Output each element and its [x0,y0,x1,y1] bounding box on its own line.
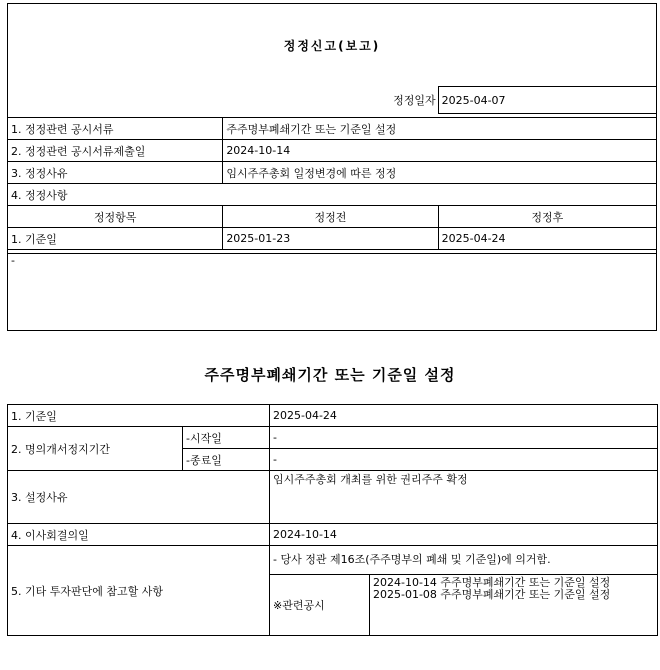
other-info-label: 5. 기타 투자판단에 참고할 사항 [8,546,270,636]
correction-date-value: 2025-04-07 [438,87,656,114]
section-title: 주주명부폐쇄기간 또는 기준일 설정 [204,366,456,384]
related-disclosure-label: ※관련공시 [270,575,370,636]
related-disclosure-item: 2025-01-08 주주명부폐쇄기간 또는 기준일 설정 [373,588,611,601]
correction-report-table [7,3,657,331]
end-date-label: -종료일 [183,449,270,471]
suspension-period-label: 2. 명의개서정지기간 [8,427,183,471]
related-disclosure-item: 2024-10-14 주주명부폐쇄기간 또는 기준일 설정 [373,576,611,589]
correction-reason-label: 3. 정정사유 [8,162,223,184]
reason-label: 3. 설정사유 [8,471,270,524]
correction-date-label: 정정일자 [393,94,436,107]
remark-text: - [8,254,657,331]
item-before: 2025-01-23 [223,228,438,250]
base-date-label: 1. 기준일 [8,405,270,427]
report-title: 정정신고(보고) [283,38,381,53]
end-date-value: - [270,449,658,471]
board-resolution-value: 2024-10-14 [270,524,658,546]
base-date-value: 2025-04-24 [270,405,658,427]
reason-value: 임시주주총회 개최를 위한 권리주주 확정 [270,471,658,524]
col-header-item: 정정항목 [8,206,223,228]
related-doc-date-label: 2. 정정관련 공시서류제출일 [8,140,223,162]
start-date-value: - [270,427,658,449]
record-date-table [7,404,658,636]
col-header-after: 정정후 [438,206,656,228]
item-after: 2025-04-24 [438,228,656,250]
correction-items-heading: 4. 정정사항 [8,184,657,206]
correction-reason-value: 임시주주총회 일정변경에 따른 정정 [223,162,657,184]
related-doc-value: 주주명부폐쇄기간 또는 기준일 설정 [223,118,657,140]
other-info-note: - 당사 정관 제16조(주주명부의 폐쇄 및 기준일)에 의거함. [270,546,658,575]
start-date-label: -시작일 [183,427,270,449]
related-doc-date-value: 2024-10-14 [223,140,657,162]
related-doc-label: 1. 정정관련 공시서류 [8,118,223,140]
board-resolution-label: 4. 이사회결의일 [8,524,270,546]
item-name: 1. 기준일 [8,228,223,250]
col-header-before: 정정전 [223,206,438,228]
